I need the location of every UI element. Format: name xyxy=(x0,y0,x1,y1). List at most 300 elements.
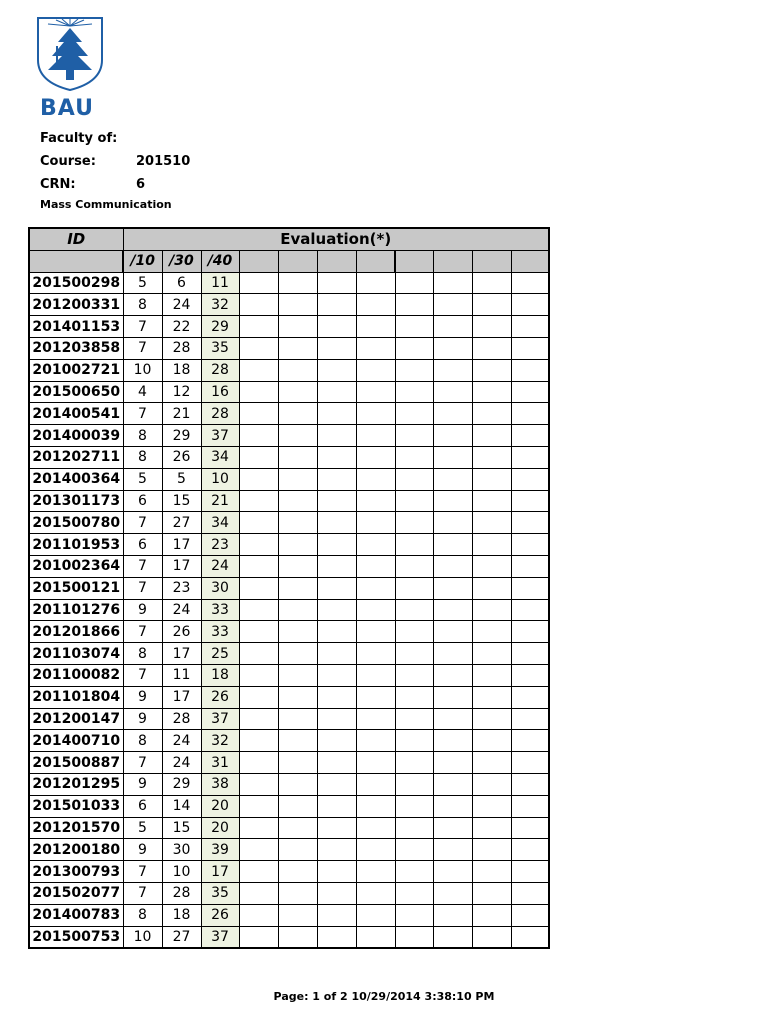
empty-cell xyxy=(278,490,317,512)
empty-cell xyxy=(511,621,549,643)
subheader-empty xyxy=(433,250,472,272)
student-id-cell: 201500887 xyxy=(29,752,123,774)
course-label: Course: xyxy=(40,154,96,169)
empty-cell xyxy=(395,730,433,752)
student-id-cell: 201201295 xyxy=(29,773,123,795)
student-id-cell: 201101276 xyxy=(29,599,123,621)
empty-cell xyxy=(278,577,317,599)
total-40-cell: 28 xyxy=(201,403,239,425)
table-row xyxy=(29,795,549,817)
student-id-cell: 201500650 xyxy=(29,381,123,403)
empty-cell xyxy=(511,882,549,904)
empty-cell xyxy=(433,359,472,381)
student-id-cell: 201002364 xyxy=(29,555,123,577)
empty-cell xyxy=(239,403,278,425)
empty-cell xyxy=(317,446,356,468)
empty-cell xyxy=(278,752,317,774)
empty-cell xyxy=(239,730,278,752)
empty-cell xyxy=(472,664,511,686)
empty-cell xyxy=(395,686,433,708)
empty-cell xyxy=(356,468,395,490)
empty-cell xyxy=(356,904,395,926)
empty-cell xyxy=(395,425,433,447)
student-id-cell: 201400783 xyxy=(29,904,123,926)
subheader-40: /40 xyxy=(201,250,239,272)
total-40-cell: 38 xyxy=(201,773,239,795)
score-10-cell: 9 xyxy=(123,708,162,730)
empty-cell xyxy=(433,926,472,948)
logo-text: BAU xyxy=(40,96,94,121)
empty-cell xyxy=(317,599,356,621)
empty-cell xyxy=(511,904,549,926)
empty-cell xyxy=(239,839,278,861)
bau-logo xyxy=(36,16,104,92)
empty-cell xyxy=(472,730,511,752)
empty-cell xyxy=(511,686,549,708)
total-40-cell: 23 xyxy=(201,534,239,556)
empty-cell xyxy=(395,795,433,817)
score-10-cell: 6 xyxy=(123,534,162,556)
empty-cell xyxy=(395,337,433,359)
empty-cell xyxy=(472,795,511,817)
empty-cell xyxy=(356,316,395,338)
empty-cell xyxy=(317,882,356,904)
score-30-cell: 24 xyxy=(162,599,201,621)
empty-cell xyxy=(395,599,433,621)
score-10-cell: 7 xyxy=(123,882,162,904)
empty-cell xyxy=(356,861,395,883)
total-40-cell: 32 xyxy=(201,294,239,316)
student-id-cell: 201200180 xyxy=(29,839,123,861)
score-30-cell: 14 xyxy=(162,795,201,817)
empty-cell xyxy=(356,555,395,577)
total-40-cell: 30 xyxy=(201,577,239,599)
empty-cell xyxy=(356,359,395,381)
table-row xyxy=(29,708,549,730)
empty-cell xyxy=(433,425,472,447)
empty-cell xyxy=(239,555,278,577)
empty-cell xyxy=(433,773,472,795)
subheader-empty xyxy=(511,250,549,272)
empty-cell xyxy=(472,882,511,904)
empty-cell xyxy=(511,555,549,577)
empty-cell xyxy=(433,555,472,577)
empty-cell xyxy=(278,425,317,447)
subheader-empty xyxy=(317,250,356,272)
score-10-cell: 9 xyxy=(123,773,162,795)
student-id-cell: 201100082 xyxy=(29,664,123,686)
score-30-cell: 28 xyxy=(162,337,201,359)
empty-cell xyxy=(356,337,395,359)
empty-cell xyxy=(317,730,356,752)
empty-cell xyxy=(239,534,278,556)
table-row xyxy=(29,839,549,861)
crn-label: CRN: xyxy=(40,177,76,192)
student-id-cell: 201400039 xyxy=(29,425,123,447)
empty-cell xyxy=(278,272,317,294)
empty-cell xyxy=(317,752,356,774)
empty-cell xyxy=(278,337,317,359)
table-row xyxy=(29,882,549,904)
empty-cell xyxy=(395,773,433,795)
empty-cell xyxy=(239,643,278,665)
total-40-cell: 35 xyxy=(201,337,239,359)
faculty-row xyxy=(40,131,117,146)
empty-cell xyxy=(472,839,511,861)
empty-cell xyxy=(356,730,395,752)
score-10-cell: 7 xyxy=(123,337,162,359)
empty-cell xyxy=(433,512,472,534)
score-10-cell: 7 xyxy=(123,512,162,534)
score-30-cell: 28 xyxy=(162,882,201,904)
total-40-cell: 11 xyxy=(201,272,239,294)
empty-cell xyxy=(278,359,317,381)
empty-cell xyxy=(433,534,472,556)
empty-cell xyxy=(278,621,317,643)
department-text: Mass Communication xyxy=(40,198,172,211)
empty-cell xyxy=(278,926,317,948)
subheader-empty xyxy=(472,250,511,272)
empty-cell xyxy=(395,272,433,294)
empty-cell xyxy=(395,861,433,883)
empty-cell xyxy=(433,708,472,730)
student-id-cell: 201500298 xyxy=(29,272,123,294)
score-30-cell: 24 xyxy=(162,752,201,774)
empty-cell xyxy=(472,599,511,621)
empty-cell xyxy=(395,839,433,861)
score-10-cell: 5 xyxy=(123,468,162,490)
empty-cell xyxy=(433,795,472,817)
total-40-cell: 32 xyxy=(201,730,239,752)
table-row xyxy=(29,686,549,708)
empty-cell xyxy=(472,425,511,447)
empty-cell xyxy=(356,839,395,861)
empty-cell xyxy=(395,403,433,425)
empty-cell xyxy=(511,403,549,425)
score-30-cell: 28 xyxy=(162,708,201,730)
empty-cell xyxy=(433,272,472,294)
score-30-cell: 15 xyxy=(162,817,201,839)
score-30-cell: 6 xyxy=(162,272,201,294)
table-row xyxy=(29,446,549,468)
empty-cell xyxy=(472,359,511,381)
empty-cell xyxy=(278,839,317,861)
empty-cell xyxy=(395,904,433,926)
empty-cell xyxy=(433,490,472,512)
empty-cell xyxy=(239,294,278,316)
student-id-cell: 201500753 xyxy=(29,926,123,948)
empty-cell xyxy=(395,446,433,468)
table-row xyxy=(29,773,549,795)
evaluation-header: Evaluation(*) xyxy=(123,228,549,250)
empty-cell xyxy=(433,294,472,316)
empty-cell xyxy=(472,904,511,926)
score-10-cell: 10 xyxy=(123,926,162,948)
score-10-cell: 7 xyxy=(123,861,162,883)
total-40-cell: 33 xyxy=(201,599,239,621)
empty-cell xyxy=(395,643,433,665)
student-id-cell: 201400364 xyxy=(29,468,123,490)
total-40-cell: 26 xyxy=(201,686,239,708)
empty-cell xyxy=(317,359,356,381)
score-30-cell: 18 xyxy=(162,359,201,381)
empty-cell xyxy=(278,882,317,904)
table-row xyxy=(29,512,549,534)
table-row xyxy=(29,817,549,839)
student-id-cell: 201301173 xyxy=(29,490,123,512)
table-row xyxy=(29,926,549,948)
empty-cell xyxy=(511,817,549,839)
empty-cell xyxy=(317,643,356,665)
empty-cell xyxy=(511,468,549,490)
empty-cell xyxy=(472,621,511,643)
total-40-cell: 24 xyxy=(201,555,239,577)
score-30-cell: 10 xyxy=(162,861,201,883)
empty-cell xyxy=(278,468,317,490)
empty-cell xyxy=(317,272,356,294)
empty-cell xyxy=(239,577,278,599)
score-10-cell: 10 xyxy=(123,359,162,381)
total-40-cell: 37 xyxy=(201,708,239,730)
empty-cell xyxy=(356,381,395,403)
empty-cell xyxy=(395,294,433,316)
total-40-cell: 25 xyxy=(201,643,239,665)
total-40-cell: 34 xyxy=(201,512,239,534)
empty-cell xyxy=(511,926,549,948)
empty-cell xyxy=(239,468,278,490)
score-30-cell: 12 xyxy=(162,381,201,403)
empty-cell xyxy=(239,686,278,708)
score-30-cell: 24 xyxy=(162,730,201,752)
empty-cell xyxy=(239,425,278,447)
empty-cell xyxy=(472,534,511,556)
score-30-cell: 21 xyxy=(162,403,201,425)
empty-cell xyxy=(433,730,472,752)
faculty-label: Faculty of: xyxy=(40,131,118,146)
table-row xyxy=(29,752,549,774)
empty-cell xyxy=(356,512,395,534)
empty-cell xyxy=(356,882,395,904)
empty-cell xyxy=(278,446,317,468)
empty-cell xyxy=(511,708,549,730)
subheader-10: /10 xyxy=(123,250,162,272)
empty-cell xyxy=(278,686,317,708)
empty-cell xyxy=(317,294,356,316)
empty-cell xyxy=(511,795,549,817)
empty-cell xyxy=(395,490,433,512)
empty-cell xyxy=(239,882,278,904)
total-40-cell: 29 xyxy=(201,316,239,338)
table-row xyxy=(29,403,549,425)
empty-cell xyxy=(356,534,395,556)
empty-cell xyxy=(472,316,511,338)
score-10-cell: 7 xyxy=(123,664,162,686)
empty-cell xyxy=(278,817,317,839)
empty-cell xyxy=(511,337,549,359)
empty-cell xyxy=(317,904,356,926)
empty-cell xyxy=(356,773,395,795)
total-40-cell: 20 xyxy=(201,817,239,839)
id-header: ID xyxy=(29,228,123,250)
student-id-cell: 201501033 xyxy=(29,795,123,817)
empty-cell xyxy=(472,577,511,599)
empty-cell xyxy=(278,599,317,621)
empty-cell xyxy=(278,795,317,817)
empty-cell xyxy=(433,621,472,643)
empty-cell xyxy=(472,555,511,577)
empty-cell xyxy=(356,272,395,294)
table-row xyxy=(29,534,549,556)
empty-cell xyxy=(433,861,472,883)
score-30-cell: 15 xyxy=(162,490,201,512)
table-row xyxy=(29,904,549,926)
empty-cell xyxy=(317,926,356,948)
score-10-cell: 8 xyxy=(123,446,162,468)
empty-cell xyxy=(395,316,433,338)
score-10-cell: 8 xyxy=(123,904,162,926)
total-40-cell: 34 xyxy=(201,446,239,468)
student-id-cell: 201500121 xyxy=(29,577,123,599)
table-row xyxy=(29,643,549,665)
score-10-cell: 5 xyxy=(123,272,162,294)
empty-cell xyxy=(472,403,511,425)
score-10-cell: 8 xyxy=(123,425,162,447)
score-10-cell: 7 xyxy=(123,403,162,425)
empty-cell xyxy=(239,316,278,338)
score-30-cell: 24 xyxy=(162,294,201,316)
crn-value: 6 xyxy=(136,177,146,192)
empty-cell xyxy=(317,490,356,512)
empty-cell xyxy=(278,904,317,926)
empty-cell xyxy=(356,490,395,512)
student-id-cell: 201300793 xyxy=(29,861,123,883)
empty-cell xyxy=(278,730,317,752)
table-row xyxy=(29,381,549,403)
total-40-cell: 21 xyxy=(201,490,239,512)
course-value: 201510 xyxy=(136,154,191,169)
table-row xyxy=(29,359,549,381)
total-40-cell: 17 xyxy=(201,861,239,883)
score-30-cell: 26 xyxy=(162,446,201,468)
empty-cell xyxy=(472,468,511,490)
table-row xyxy=(29,272,549,294)
empty-cell xyxy=(356,686,395,708)
score-30-cell: 29 xyxy=(162,425,201,447)
score-10-cell: 7 xyxy=(123,316,162,338)
empty-cell xyxy=(395,752,433,774)
empty-cell xyxy=(395,577,433,599)
empty-cell xyxy=(278,664,317,686)
empty-cell xyxy=(395,817,433,839)
student-id-cell: 201502077 xyxy=(29,882,123,904)
score-10-cell: 7 xyxy=(123,555,162,577)
table-row xyxy=(29,490,549,512)
empty-cell xyxy=(356,752,395,774)
empty-cell xyxy=(356,817,395,839)
empty-cell xyxy=(511,730,549,752)
empty-cell xyxy=(317,817,356,839)
grades-table xyxy=(28,227,550,949)
empty-cell xyxy=(278,403,317,425)
empty-cell xyxy=(239,861,278,883)
empty-cell xyxy=(356,795,395,817)
crn-row xyxy=(40,177,146,192)
empty-cell xyxy=(472,337,511,359)
student-id-cell: 201202711 xyxy=(29,446,123,468)
student-id-cell: 201002721 xyxy=(29,359,123,381)
table-row xyxy=(29,861,549,883)
empty-cell xyxy=(511,599,549,621)
table-row xyxy=(29,425,549,447)
empty-cell xyxy=(472,686,511,708)
total-40-cell: 28 xyxy=(201,359,239,381)
score-30-cell: 27 xyxy=(162,512,201,534)
total-40-cell: 35 xyxy=(201,882,239,904)
empty-cell xyxy=(472,490,511,512)
score-30-cell: 27 xyxy=(162,926,201,948)
empty-cell xyxy=(511,446,549,468)
score-30-cell: 29 xyxy=(162,773,201,795)
empty-cell xyxy=(511,512,549,534)
empty-cell xyxy=(511,643,549,665)
empty-cell xyxy=(317,316,356,338)
empty-cell xyxy=(356,664,395,686)
empty-cell xyxy=(239,708,278,730)
empty-cell xyxy=(239,795,278,817)
empty-cell xyxy=(433,904,472,926)
empty-cell xyxy=(239,817,278,839)
empty-cell xyxy=(395,555,433,577)
empty-cell xyxy=(317,425,356,447)
empty-cell xyxy=(511,490,549,512)
total-40-cell: 20 xyxy=(201,795,239,817)
empty-cell xyxy=(433,403,472,425)
empty-cell xyxy=(433,337,472,359)
score-10-cell: 9 xyxy=(123,599,162,621)
empty-cell xyxy=(317,577,356,599)
empty-cell xyxy=(356,577,395,599)
student-id-cell: 201201866 xyxy=(29,621,123,643)
cedar-shield-icon xyxy=(36,16,104,92)
empty-cell xyxy=(356,926,395,948)
score-30-cell: 23 xyxy=(162,577,201,599)
empty-cell xyxy=(395,381,433,403)
score-30-cell: 5 xyxy=(162,468,201,490)
empty-cell xyxy=(472,708,511,730)
empty-cell xyxy=(317,664,356,686)
empty-cell xyxy=(317,686,356,708)
empty-cell xyxy=(317,381,356,403)
empty-cell xyxy=(511,664,549,686)
empty-cell xyxy=(356,403,395,425)
table-row xyxy=(29,555,549,577)
empty-cell xyxy=(356,708,395,730)
empty-cell xyxy=(239,512,278,534)
table-row xyxy=(29,337,549,359)
empty-cell xyxy=(356,599,395,621)
empty-cell xyxy=(239,664,278,686)
empty-cell xyxy=(278,316,317,338)
empty-cell xyxy=(239,490,278,512)
total-40-cell: 37 xyxy=(201,926,239,948)
empty-cell xyxy=(472,512,511,534)
total-40-cell: 31 xyxy=(201,752,239,774)
student-id-cell: 201101953 xyxy=(29,534,123,556)
score-10-cell: 4 xyxy=(123,381,162,403)
total-40-cell: 18 xyxy=(201,664,239,686)
student-id-cell: 201500780 xyxy=(29,512,123,534)
total-40-cell: 16 xyxy=(201,381,239,403)
